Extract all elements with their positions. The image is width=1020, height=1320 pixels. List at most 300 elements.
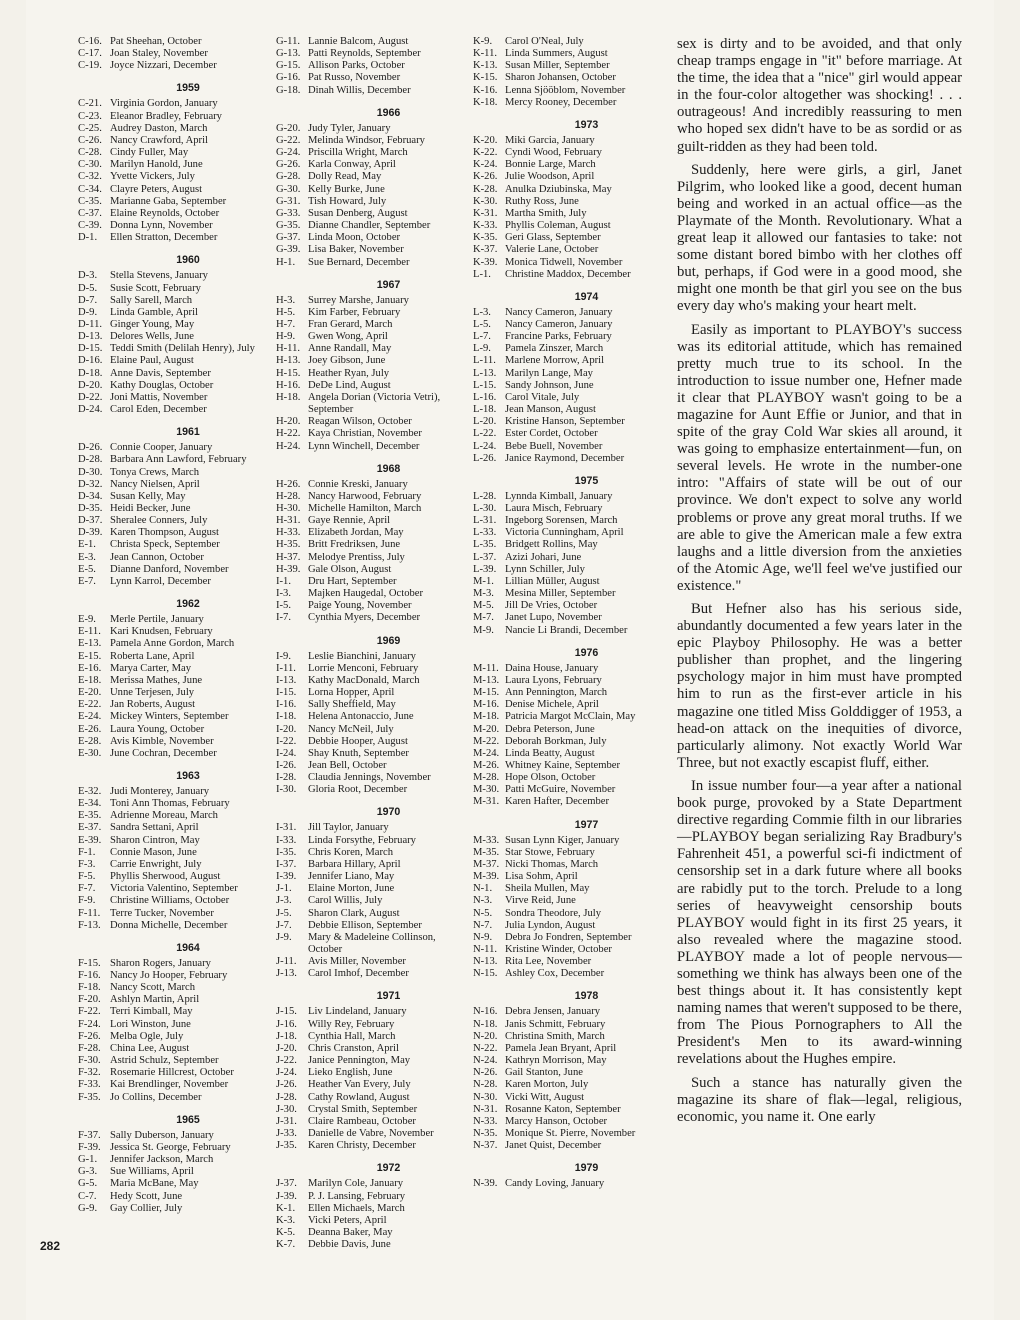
playmate-entry xyxy=(78,171,268,183)
playmate-entry xyxy=(78,355,268,367)
playmate-entry xyxy=(78,711,268,723)
entry-code: I-16. xyxy=(276,699,297,711)
playmate-entry xyxy=(276,871,471,883)
playmate-entry xyxy=(473,944,670,956)
entry-name: Sandy Johnson, June xyxy=(505,379,594,391)
playmate-entry xyxy=(78,442,268,454)
playmate-entry xyxy=(473,527,670,539)
playmate-entry xyxy=(78,135,268,147)
entry-name: Jan Roberts, August xyxy=(110,699,196,711)
entry-name: Tish Howard, July xyxy=(308,195,387,207)
entry-code: C-17. xyxy=(78,48,102,60)
entry-name: Lorrie Menconi, February xyxy=(308,662,419,674)
entry-code: D-22. xyxy=(78,391,103,403)
entry-code: E-13. xyxy=(78,638,102,650)
year-heading: 1966 xyxy=(376,106,401,119)
entry-code: H-28. xyxy=(276,490,301,502)
entry-name: Crystal Smith, September xyxy=(308,1103,418,1115)
entry-name: Roberta Lane, April xyxy=(110,650,195,662)
entry-code: F-33. xyxy=(78,1079,101,1091)
playmate-entry xyxy=(473,760,670,772)
entry-code: L-11. xyxy=(473,355,496,367)
entry-code: I-9. xyxy=(276,650,292,662)
entry-name: Candy Loving, January xyxy=(505,1178,605,1190)
entry-name: Mary & Madeleine Collinson, October xyxy=(308,931,436,955)
entry-name: Debra Jo Fondren, September xyxy=(505,931,632,943)
playmate-entry xyxy=(276,208,471,220)
entry-name: Ruthy Ross, June xyxy=(505,195,579,207)
entry-name: Janis Schmitt, February xyxy=(505,1018,606,1030)
playmate-entry xyxy=(78,638,268,650)
playmate-entry xyxy=(473,1178,670,1190)
entry-name: Angela Dorian (Victoria Vetri), September xyxy=(308,391,441,416)
playmate-entry xyxy=(276,343,471,355)
entry-code: K-33. xyxy=(473,220,498,232)
entry-name: Melba Ogle, July xyxy=(110,1030,184,1042)
playmate-entry xyxy=(78,539,268,551)
playmate-entry xyxy=(276,196,471,208)
entry-code: F-18. xyxy=(78,982,101,994)
entry-code: K-26. xyxy=(473,171,498,183)
entry-code: J-7. xyxy=(276,919,292,931)
entry-code: M-11. xyxy=(473,662,499,674)
playmate-entry xyxy=(78,1178,268,1190)
entry-name: Ginger Young, May xyxy=(110,318,195,330)
playmate-entry xyxy=(473,847,670,859)
entry-name: Connie Kreski, January xyxy=(308,478,408,490)
entry-name: Joni Mattis, November xyxy=(110,391,208,403)
entry-name: Kaya Christian, November xyxy=(308,428,422,440)
entry-code: J-3. xyxy=(276,895,292,907)
playmate-entry xyxy=(473,1055,670,1067)
entry-name: Victoria Cunningham, April xyxy=(505,527,624,539)
entry-name: Rita Lee, November xyxy=(505,956,592,968)
entry-name: Kathy MacDonald, March xyxy=(308,674,420,686)
playmate-entry xyxy=(78,232,268,244)
year-heading: 1974 xyxy=(574,290,599,303)
entry-name: Joey Gibson, June xyxy=(308,355,386,367)
entry-code: I-15. xyxy=(276,687,297,699)
playmate-entry xyxy=(276,1203,471,1215)
entry-name: Nancy Cameron, January xyxy=(505,318,613,330)
playmate-entry xyxy=(276,784,471,796)
entry-name: Majken Haugedal, October xyxy=(308,588,424,600)
playmate-entry xyxy=(78,208,268,220)
entry-name: Bridgett Rollins, May xyxy=(505,539,598,551)
entry-name: Terri Kimball, May xyxy=(110,1006,193,1018)
entry-name: Heather Van Every, July xyxy=(308,1079,411,1091)
playmate-entry xyxy=(473,343,670,355)
playmate-entry xyxy=(78,380,268,392)
entry-name: Sally Sarell, March xyxy=(110,294,193,306)
entry-code: D-30. xyxy=(78,466,103,478)
playmate-entry xyxy=(473,552,670,564)
entry-code: D-9. xyxy=(78,306,98,318)
entry-name: Lori Winston, June xyxy=(110,1018,191,1030)
playmate-entry xyxy=(276,1239,471,1251)
entry-name: Gloria Root, December xyxy=(308,784,408,796)
entry-name: Christine Williams, October xyxy=(110,895,230,907)
playmate-entry xyxy=(78,60,268,72)
entry-name: Patti Reynolds, September xyxy=(308,48,421,60)
entry-code: N-31. xyxy=(473,1103,498,1115)
entry-code: N-16. xyxy=(473,1006,498,1018)
entry-name: Mercy Rooney, December xyxy=(505,96,617,108)
entry-name: Unne Terjesen, July xyxy=(110,687,195,699)
playmate-entry xyxy=(473,625,670,637)
playmate-entry xyxy=(276,822,471,834)
year-heading: 1978 xyxy=(574,990,599,1003)
playmate-entry xyxy=(276,932,471,956)
entry-code: F-7. xyxy=(78,883,96,895)
entry-code: D-11. xyxy=(78,318,103,330)
playmate-entry xyxy=(78,687,268,699)
entry-name: Debbie Ellison, September xyxy=(308,919,422,931)
year-heading: 1973 xyxy=(574,118,599,131)
playmate-entry xyxy=(78,515,268,527)
entry-name: Susie Scott, February xyxy=(110,282,201,294)
entry-code: J-33. xyxy=(276,1128,297,1140)
entry-code: N-7. xyxy=(473,919,493,931)
entry-code: I-3. xyxy=(276,588,292,600)
entry-code: G-1. xyxy=(78,1154,98,1166)
playmate-entry xyxy=(78,798,268,810)
entry-name: Avis Kimble, November xyxy=(110,735,214,747)
entry-name: Marilyn Hanold, June xyxy=(110,159,203,171)
entry-code: F-20. xyxy=(78,994,101,1006)
entry-code: I-13. xyxy=(276,674,297,686)
entry-code: E-28. xyxy=(78,735,102,747)
entry-code: L-26. xyxy=(473,452,497,464)
entry-code: K-9. xyxy=(473,36,493,47)
entry-name: Toni Ann Thomas, February xyxy=(110,798,230,810)
playmate-entry xyxy=(473,883,670,895)
playmate-entry xyxy=(78,651,268,663)
playmate-entry xyxy=(473,196,670,208)
playmate-entry xyxy=(473,859,670,871)
entry-name: Pamela Anne Gordon, March xyxy=(110,638,235,650)
entry-name: Marcy Hanson, October xyxy=(505,1115,608,1127)
entry-code: D-15. xyxy=(78,343,103,355)
playmate-entry xyxy=(473,736,670,748)
entry-name: Cindy Fuller, May xyxy=(110,147,189,159)
playmate-entry xyxy=(78,699,268,711)
playmate-entry xyxy=(473,331,670,343)
playmate-entry xyxy=(276,380,471,392)
playmate-entry xyxy=(473,159,670,171)
entry-code: H-18. xyxy=(276,391,301,403)
playmate-entry xyxy=(276,956,471,968)
entry-name: Julia Lyndon, August xyxy=(505,919,596,931)
entry-code: E-37. xyxy=(78,822,102,834)
entry-name: Gail Stanton, June xyxy=(505,1067,583,1079)
entry-name: June Cochran, December xyxy=(110,747,217,759)
entry-code: H-13. xyxy=(276,355,301,367)
entry-name: Ingeborg Sorensen, March xyxy=(505,515,618,527)
entry-code: H-35. xyxy=(276,539,301,551)
entry-name: Sharon Rogers, January xyxy=(110,957,211,969)
entry-name: Lieko English, June xyxy=(308,1067,393,1079)
entry-name: Marilyn Cole, January xyxy=(308,1178,404,1190)
entry-code: N-37. xyxy=(473,1140,498,1152)
playmate-entry xyxy=(276,307,471,319)
playmate-entry xyxy=(78,994,268,1006)
playmate-entry xyxy=(276,1116,471,1128)
playmate-entry xyxy=(276,908,471,920)
entry-name: Nancy Nielsen, April xyxy=(110,478,200,490)
playmate-entry xyxy=(276,895,471,907)
playmate-entry xyxy=(78,626,268,638)
entry-name: Sharon Johansen, October xyxy=(505,72,616,84)
playmate-entry xyxy=(276,1019,471,1031)
playmate-entry xyxy=(473,968,670,980)
playmate-entry xyxy=(276,1079,471,1091)
playmate-entry xyxy=(78,675,268,687)
entry-code: M-16. xyxy=(473,699,500,711)
entry-name: Dianne Danford, November xyxy=(110,563,229,575)
playmate-entry xyxy=(276,1227,471,1239)
entry-code: L-20. xyxy=(473,416,497,428)
entry-code: K-35. xyxy=(473,232,498,244)
entry-code: G-18. xyxy=(276,84,301,96)
playmate-entry xyxy=(78,1142,268,1154)
entry-name: Julie Woodson, April xyxy=(505,171,595,183)
playmate-entry xyxy=(276,1092,471,1104)
entry-code: J-5. xyxy=(276,907,292,919)
entry-code: G-33. xyxy=(276,207,301,219)
entry-name: Kathryn Morrison, May xyxy=(505,1055,607,1067)
entry-code: M-18. xyxy=(473,711,500,723)
entry-code: G-37. xyxy=(276,232,301,244)
article-paragraph: Easily as important to PLAYBOY's success was its editorial attitude, which has remained pretty much true to its school. In the introduction to issue number one, Hefner made it clear that PLAYBOY wasn't going to be a magazine for Aunt Effie or Junior, and that in spite of the gray Cold War skies all around, it was going to emphasize entertainment—fun, on several levels. He wrote in the number-one intro: "Affairs of state will be out of our province. We don't expect to solve any world problems or prove any great moral truths. If we are able to give the American male a few extra laughs and a little diversion from the anxieties of the Atomic Age, we'll feel we've justified our existence." xyxy=(677,321,962,594)
entry-code: N-11. xyxy=(473,944,498,955)
entry-code: L-18. xyxy=(473,404,497,416)
entry-code: E-20. xyxy=(78,687,102,699)
entry-code: F-3. xyxy=(78,858,96,870)
entry-name: Melinda Windsor, February xyxy=(308,134,425,146)
entry-code: C-32. xyxy=(78,171,102,183)
entry-name: Sharon Clark, August xyxy=(308,907,400,919)
playmate-entry xyxy=(473,355,670,367)
playmate-entry xyxy=(276,232,471,244)
entry-code: F-32. xyxy=(78,1067,101,1079)
playmate-entry xyxy=(473,1006,670,1018)
entry-code: J-24. xyxy=(276,1067,297,1079)
playmate-entry xyxy=(473,1031,670,1043)
entry-name: Leslie Bianchini, January xyxy=(308,650,416,662)
playmate-entry xyxy=(78,810,268,822)
entry-code: C-35. xyxy=(78,195,102,207)
playmate-entry xyxy=(78,908,268,920)
entry-code: G-24. xyxy=(276,147,301,159)
entry-code: I-1. xyxy=(276,575,292,587)
playmate-entry xyxy=(276,883,471,895)
entry-name: Audrey Daston, March xyxy=(110,122,208,134)
entry-code: J-30. xyxy=(276,1103,297,1115)
playmate-entry xyxy=(78,1079,268,1091)
entry-code: D-20. xyxy=(78,379,103,391)
entry-name: Phyllis Sherwood, August xyxy=(110,871,221,883)
entry-code: I-7. xyxy=(276,612,292,624)
entry-code: L-24. xyxy=(473,440,497,452)
entry-code: L-9. xyxy=(473,343,491,355)
entry-code: E-5. xyxy=(78,563,96,575)
playmate-entry xyxy=(78,748,268,760)
entry-name: Jennifer Jackson, March xyxy=(110,1154,214,1166)
playmate-entry xyxy=(473,60,670,72)
playmate-entry xyxy=(473,416,670,428)
entry-name: Melodye Prentiss, July xyxy=(308,551,405,563)
entry-code: L-31. xyxy=(473,515,497,527)
playmate-entry xyxy=(473,1104,670,1116)
entry-name: Sandra Settani, April xyxy=(110,822,199,834)
entry-code: J-31. xyxy=(276,1115,297,1127)
playmate-list-column-1 xyxy=(78,36,268,1215)
playmate-entry xyxy=(78,859,268,871)
playmate-entry xyxy=(78,196,268,208)
playmate-entry xyxy=(276,724,471,736)
entry-name: Claudia Jennings, November xyxy=(308,772,431,784)
entry-name: Christine Maddox, December xyxy=(505,268,631,280)
playmate-entry xyxy=(473,600,670,612)
playmate-entry xyxy=(276,760,471,772)
entry-code: G-26. xyxy=(276,159,301,171)
entry-name: Martha Smith, July xyxy=(505,207,587,219)
entry-name: Patti McGuire, November xyxy=(505,784,616,796)
entry-name: Jo Collins, December xyxy=(110,1091,202,1103)
entry-name: Nancie Li Brandi, December xyxy=(505,624,628,636)
entry-code: F-26. xyxy=(78,1030,101,1042)
entry-code: F-39. xyxy=(78,1141,101,1153)
entry-name: Heather Ryan, July xyxy=(308,367,390,379)
playmate-entry xyxy=(473,871,670,883)
entry-code: G-5. xyxy=(78,1178,98,1190)
entry-code: L-35. xyxy=(473,539,497,551)
entry-name: Laura Young, October xyxy=(110,723,205,735)
entry-code: D-35. xyxy=(78,503,103,514)
playmate-entry xyxy=(473,1092,670,1104)
playmate-entry xyxy=(78,343,268,355)
playmate-entry xyxy=(78,1203,268,1215)
entry-name: Anne Davis, September xyxy=(110,367,211,379)
entry-code: H-33. xyxy=(276,527,301,539)
entry-name: Debbie Davis, June xyxy=(308,1239,391,1251)
entry-name: Sue Bernard, December xyxy=(308,256,410,268)
playmate-entry xyxy=(276,319,471,331)
entry-code: L-16. xyxy=(473,391,497,403)
entry-name: Carol O'Neal, July xyxy=(505,36,584,47)
entry-code: J-18. xyxy=(276,1030,297,1042)
entry-name: Francine Parks, February xyxy=(505,331,612,343)
year-heading: 1959 xyxy=(176,82,200,95)
playmate-entry xyxy=(78,1043,268,1055)
entry-name: Cyndi Wood, February xyxy=(505,147,602,159)
entry-code: J-15. xyxy=(276,1006,297,1018)
article-paragraph: But Hefner also has his serious side, abundantly documented a few years later in the epic Playboy Philosophy. He was a better publisher than prophet, and the lingering psychology major in him must have prompted him to run as the first-ever article in his magazine one titled Miss Golddigger of 1953, a head-on attack on the inequities of divorce, particularly alimony. Not exactly World War Three, but not exactly escapist fluff, either. xyxy=(677,601,962,771)
playmate-entry xyxy=(473,428,670,440)
entry-name: Carol Vitale, July xyxy=(505,391,580,403)
entry-name: Elaine Paul, August xyxy=(110,355,194,367)
entry-code: M-31. xyxy=(473,796,500,808)
playmate-entry xyxy=(78,1067,268,1079)
entry-code: M-22. xyxy=(473,735,500,747)
entry-code: N-30. xyxy=(473,1091,498,1103)
entry-code: K-24. xyxy=(473,159,498,171)
entry-code: G-20. xyxy=(276,122,301,134)
entry-code: H-31. xyxy=(276,515,301,527)
playmate-entry xyxy=(276,147,471,159)
entry-name: Cynthia Myers, December xyxy=(308,612,421,624)
entry-code: I-30. xyxy=(276,784,297,796)
entry-code: N-33. xyxy=(473,1115,498,1127)
entry-code: H-7. xyxy=(276,318,296,330)
playmate-entry xyxy=(473,244,670,256)
entry-code: N-28. xyxy=(473,1079,498,1091)
entry-code: F-35. xyxy=(78,1091,101,1103)
entry-name: China Lee, August xyxy=(110,1042,190,1054)
entry-name: Gale Olson, August xyxy=(308,563,392,575)
playmate-entry xyxy=(276,1031,471,1043)
entry-name: Debra Jensen, January xyxy=(505,1006,601,1018)
playmate-entry xyxy=(78,503,268,515)
entry-name: Helena Antonaccio, June xyxy=(308,711,414,723)
entry-name: Rosanne Katon, September xyxy=(505,1103,621,1115)
entry-name: Ellen Michaels, March xyxy=(308,1202,405,1214)
entry-code: N-35. xyxy=(473,1128,498,1140)
entry-code: C-34. xyxy=(78,183,102,195)
playmate-entry xyxy=(276,295,471,307)
playmate-entry xyxy=(276,1104,471,1116)
playmate-entry xyxy=(473,491,670,503)
entry-code: J-13. xyxy=(276,968,297,980)
playmate-entry xyxy=(78,123,268,135)
entry-code: H-3. xyxy=(276,294,296,306)
entry-code: D-34. xyxy=(78,490,103,502)
playmate-entry xyxy=(78,1006,268,1018)
entry-name: Vicki Peters, April xyxy=(308,1214,387,1226)
entry-code: K-11. xyxy=(473,48,498,60)
entry-code: J-20. xyxy=(276,1042,297,1054)
entry-code: J-39. xyxy=(276,1190,297,1202)
entry-code: M-7. xyxy=(473,612,494,624)
entry-name: Virginia Gordon, January xyxy=(110,98,218,110)
playmate-entry xyxy=(473,576,670,588)
playmate-entry xyxy=(78,1019,268,1031)
entry-code: D-18. xyxy=(78,367,103,379)
entry-name: Gay Collier, July xyxy=(110,1202,183,1214)
entry-code: H-22. xyxy=(276,428,301,440)
entry-name: Janet Lupo, November xyxy=(505,612,602,624)
playmate-entry xyxy=(473,515,670,527)
entry-name: Donna Michelle, December xyxy=(110,919,228,931)
entry-name: Janet Quist, December xyxy=(505,1140,602,1152)
entry-name: Reagan Wilson, October xyxy=(308,416,412,428)
entry-name: Christa Speck, September xyxy=(110,539,220,551)
entry-name: Pamela Jean Bryant, April xyxy=(505,1042,617,1054)
entry-name: Anulka Dziubinska, May xyxy=(505,183,612,195)
playmate-entry xyxy=(78,614,268,626)
playmate-entry xyxy=(276,847,471,859)
playmate-entry xyxy=(78,1166,268,1178)
entry-code: E-22. xyxy=(78,699,102,711)
entry-code: J-1. xyxy=(276,883,292,895)
entry-code: K-18. xyxy=(473,96,498,108)
entry-name: Chris Koren, March xyxy=(308,846,394,858)
playmate-entry xyxy=(276,600,471,612)
playmate-entry xyxy=(473,269,670,281)
entry-name: Barbara Hillary, April xyxy=(308,858,401,870)
entry-name: Jill Taylor, January xyxy=(308,822,389,834)
